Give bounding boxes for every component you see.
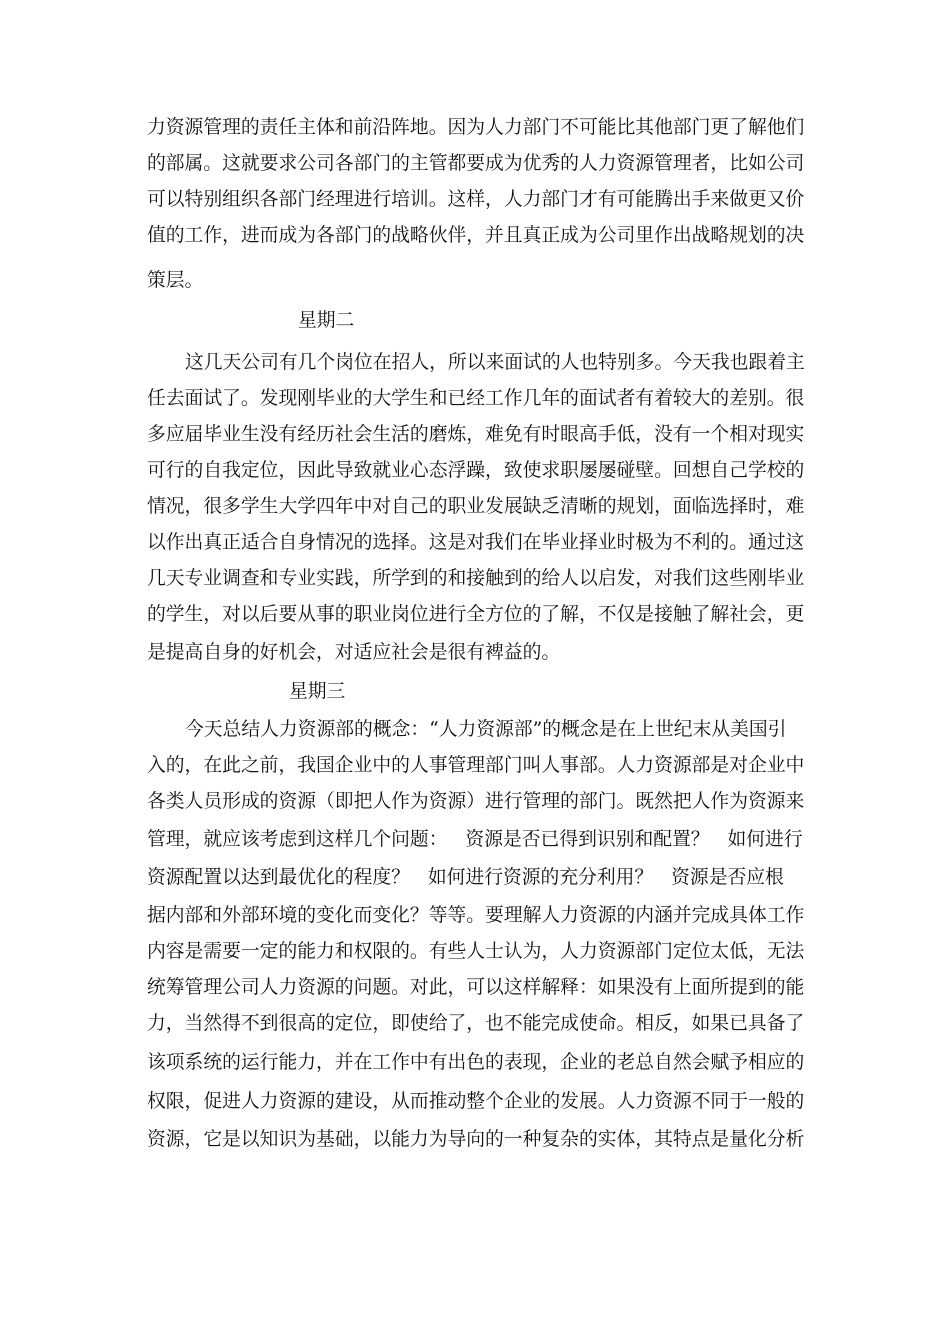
text-line: 统筹管理公司人力资源的问题。对此，可以这样解释：如果没有上面所提到的能 bbox=[147, 977, 805, 998]
text-line: 管理，就应该考虑到这样几个问题： 资源是否已得到识别和配置？ 如何进行 bbox=[147, 829, 803, 850]
text-line: 力资源管理的责任主体和前沿阵地。因为人力部门不可能比其他部门更了解他们 bbox=[147, 117, 805, 138]
text-line: 今天总结人力资源部的概念：“人力资源部”的概念是在上世纪末从美国引 bbox=[185, 719, 787, 740]
text-line: 这几天公司有几个岗位在招人，所以来面试的人也特别多。今天我也跟着主 bbox=[185, 352, 805, 373]
text-line: 可行的自我定位，因此导致就业心态浮躁，致使求职屡屡碰壁。回想自己学校的 bbox=[147, 460, 805, 481]
text-line: 是提高自身的好机会，对适应社会是很有裨益的。 bbox=[147, 642, 561, 663]
text-line: 资源配置以达到最优化的程度？ 如何进行资源的充分利用？ 资源是否应根 bbox=[147, 867, 784, 888]
text-line: 情况，很多学生大学四年中对自己的职业发展缺乏清晰的规划，面临选择时，难 bbox=[147, 496, 805, 517]
text-line: 的部属。这就要求公司各部门的主管都要成为优秀的人力资源管理者，比如公司 bbox=[147, 153, 805, 174]
text-line: 资源，它是以知识为基础，以能力为导向的一种复杂的实体，其特点是量化分析 bbox=[147, 1129, 805, 1150]
text-line: 的学生，对以后要从事的职业岗位进行全方位的了解，不仅是接触了解社会，更 bbox=[147, 604, 805, 625]
text-line: 据内部和外部环境的变化而变化？等等。要理解人力资源的内涵并完成具体工作 bbox=[147, 905, 805, 926]
text-line: 策层。 bbox=[147, 270, 204, 291]
text-line: 值的工作，进而成为各部门的战略伙伴，并且真正成为公司里作出战略规划的决 bbox=[147, 225, 805, 246]
section-heading-tuesday: 星期二 bbox=[298, 310, 355, 331]
text-line: 以作出真正适合自身情况的选择。这是对我们在毕业择业时极为不利的。通过这 bbox=[147, 532, 805, 553]
text-line: 任去面试了。发现刚毕业的大学生和已经工作几年的面试者有着较大的差别。很 bbox=[147, 388, 805, 409]
text-line: 入的，在此之前，我国企业中的人事管理部门叫人事部。人力资源部是对企业中 bbox=[147, 755, 805, 776]
text-line: 多应届毕业生没有经历社会生活的磨炼，难免有时眼高手低，没有一个相对现实 bbox=[147, 424, 805, 445]
text-line: 可以特别组织各部门经理进行培训。这样，人力部门才有可能腾出手来做更又价 bbox=[147, 189, 805, 210]
text-line: 权限，促进人力资源的建设，从而推动整个企业的发展。人力资源不同于一般的 bbox=[147, 1091, 805, 1112]
section-heading-wednesday: 星期三 bbox=[289, 681, 346, 702]
text-line: 各类人员形成的资源（即把人作为资源）进行管理的部门。既然把人作为资源来 bbox=[147, 791, 805, 812]
text-line: 力，当然得不到很高的定位，即使给了，也不能完成使命。相反，如果已具备了 bbox=[147, 1013, 805, 1034]
text-line: 内容是需要一定的能力和权限的。有些人士认为，人力资源部门定位太低，无法 bbox=[147, 941, 805, 962]
text-line: 该项系统的运行能力，并在工作中有出色的表现，企业的老总自然会赋予相应的 bbox=[147, 1052, 805, 1073]
text-line: 几天专业调查和专业实践，所学到的和接触到的给人以启发，对我们这些刚毕业 bbox=[147, 568, 805, 589]
